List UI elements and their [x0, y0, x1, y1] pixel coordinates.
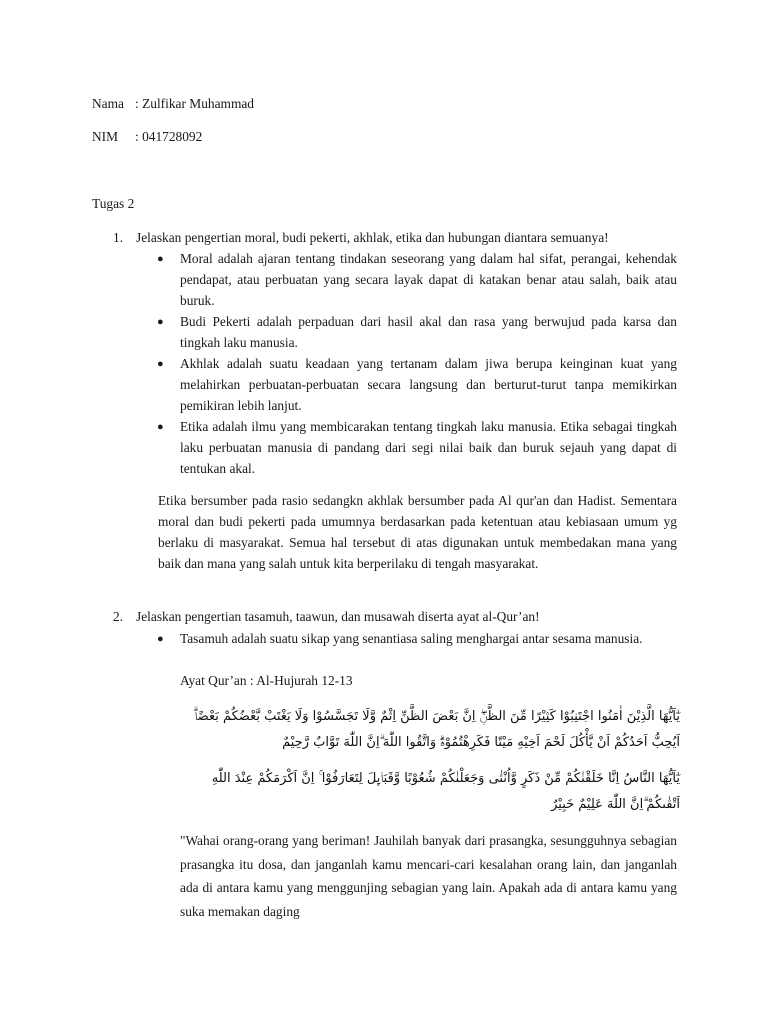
arabic-verse-13: يٰٓاَيُّهَا النَّاسُ اِنَّا خَلَقْنٰكُمْ مِّنْ ذَكَرٍ وَّاُنْثٰى وَجَعَلْنٰكُمْ شُعُوْبًا وَّقَبَاۤىِٕلَ لِتَعَارَفُوْا ۚ اِنَّ اَكْرَمَكُمْ عِنْدَ اللّٰهِ اَتْقٰىكُمْ ۗاِنَّ اللّٰهَ عَلِيْمٌ خَبِيْرٌ [211, 771, 680, 812]
name-value: : Zulfikar Muhammad [135, 96, 254, 111]
answer-etika: Etika adalah ilmu yang membicarakan tentang tingkah laku manusia. Etika sebagai tingkah laku perbuatan manusia di pandang dari segi nilai baik dan buruk sejauh yang dapat di tentukan akal. [180, 419, 677, 476]
question-2-number: 2. [113, 609, 124, 624]
answer-moral: Moral adalah ajaran tentang tindakan seseorang yang dalam hal sifat, perangai, kehendak pendapat, atau perbuatan yang secara layak dapat di katakan benar atau salah, baik atau buruk. [180, 251, 677, 308]
assignment-title: Tugas 2 [92, 196, 135, 211]
question-2-text: Jelaskan pengertian tasamuh, taawun, dan musawah diserta ayat al-Qur’an! [136, 609, 540, 624]
bullet-icon: ● [157, 316, 164, 328]
nim-label: NIM [92, 129, 119, 144]
answer-summary: Etika bersumber pada rasio sedangkn akhlak bersumber pada Al qur'an dan Hadist. Sementara moral dan budi pekerti pada umumnya berdasarkan pada ketentuan atau kebiasaan umum yg berlaku di masyarakat. Semua hal tersebut di atas digunakan untuk membedakan mana yang baik dan mana yang salah untuk kita berperilaku di tengah masyarakat. [158, 493, 677, 571]
bullet-icon: ● [157, 253, 164, 265]
nim-value: : 041728092 [135, 129, 203, 144]
question-1-text: Jelaskan pengertian moral, budi pekerti, akhlak, etika dan hubungan diantara semuanya! [136, 230, 609, 245]
arabic-verse-12: يٰٓاَيُّهَا الَّذِيْنَ اٰمَنُوا اجْتَنِبُوْا كَثِيْرًا مِّنَ الظَّنِّۖ اِنَّ بَعْضَ الظَّنِّ اِثْمٌ وَّلَا تَجَسَّسُوْا وَلَا يَغْتَبْ بَّعْضُكُمْ بَعْضًاۗ اَيُحِبُّ اَحَدُكُمْ اَنْ يَّأْكُلَ لَحْمَ اَخِيْهِ مَيْتًا فَكَرِهْتُمُوْهُۗ وَاتَّقُوا اللّٰهَ ۗاِنَّ اللّٰهَ تَوَّابٌ رَّحِيْمٌ [194, 709, 680, 750]
name-label: Nama [92, 96, 124, 111]
bullet-icon: ● [157, 633, 164, 645]
question-1-number: 1. [113, 230, 124, 245]
bullet-icon: ● [157, 421, 164, 433]
verse-reference: Ayat Qur’an : Al-Hujurah 12-13 [180, 673, 353, 688]
answer-budi-pekerti: Budi Pekerti adalah perpaduan dari hasil akal dan rasa yang berwujud pada karsa dan tingkah laku manusia. [180, 314, 677, 350]
verse-translation: "Wahai orang-orang yang beriman! Jauhilah banyak dari prasangka, sesungguhnya sebagian prasangka itu dosa, dan janganlah kamu mencari-cari kesalahan orang lain, dan janganlah ada di antara kamu yang menggunjing sebagian yang lain. Apakah ada di antara kamu yang suka memakan daging [180, 833, 677, 919]
bullet-icon: ● [157, 358, 164, 370]
answer-tasamuh: Tasamuh adalah suatu sikap yang senantiasa saling menghargai antar sesama manusia. [180, 631, 643, 646]
answer-akhlak: Akhlak adalah suatu keadaan yang tertanam dalam jiwa berupa keinginan kuat yang melahirkan perbuatan-perbuatan secara langsung dan berturut-turut tanpa memikirkan pemikiran lebih lanjut. [180, 356, 677, 413]
